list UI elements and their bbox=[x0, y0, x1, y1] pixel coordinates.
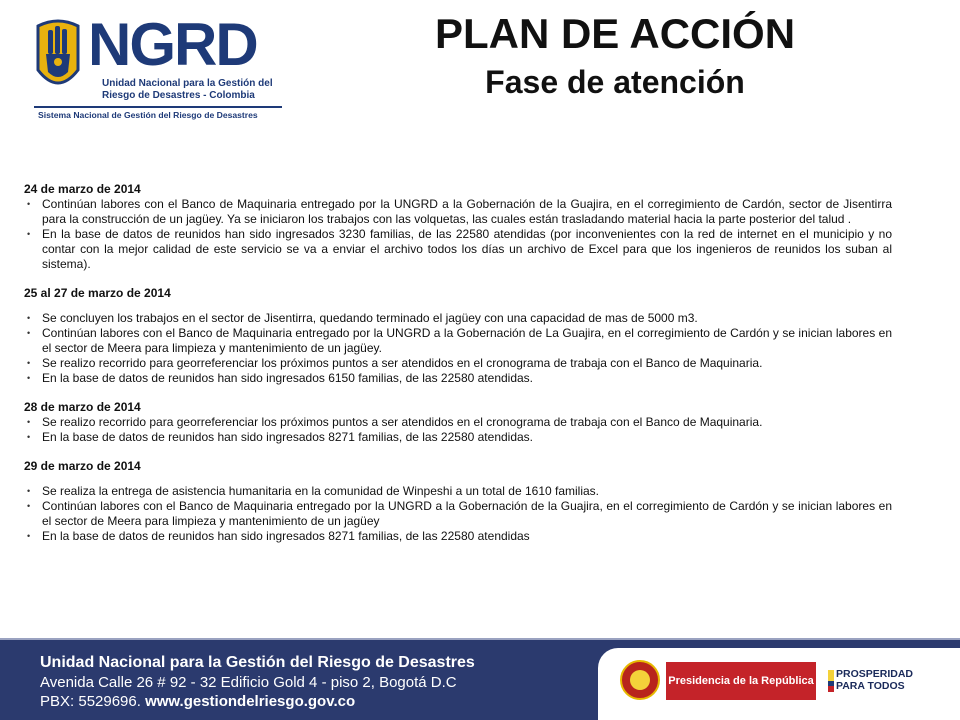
list-item-text: Se realizo recorrido para georreferenciar los próximos puntos a ser atendidos en el cronograma de trabaja con el Banco de Maquinaria. bbox=[42, 415, 763, 429]
bullet-icon: • bbox=[27, 328, 31, 338]
list-item bbox=[24, 227, 892, 272]
bullet-icon: • bbox=[27, 417, 31, 427]
page-title: PLAN DE ACCIÓN bbox=[434, 10, 796, 57]
section-list bbox=[24, 415, 892, 445]
logo-acronym: NGRD bbox=[88, 11, 257, 78]
colombia-flag-icon bbox=[828, 670, 834, 692]
list-item-text: Se realiza la entrega de asistencia humanitaria en la comunidad de Winpeshi a un total de 1610 familias. bbox=[42, 484, 600, 498]
section-list bbox=[24, 197, 892, 272]
footer-website-link[interactable]: www.gestiondelriesgo.gov.co bbox=[145, 693, 356, 710]
list-item bbox=[24, 529, 892, 544]
spacer bbox=[24, 445, 892, 459]
section-date: 24 de marzo de 2014 bbox=[24, 182, 141, 196]
list-item-text: Continúan labores con el Banco de Maquinaria entregado por la UNGRD a la Gobernación de la Guajira, en el corregimiento de Cardón, sector de Jisentirra para la construcción de un jagüey. Ya se iniciaron los trabajos con las volquetas, las cuales están trasladando material hacia la parte posterior del talud . bbox=[42, 197, 892, 226]
list-item bbox=[24, 197, 892, 227]
list-item bbox=[24, 415, 892, 430]
bullet-icon: • bbox=[27, 486, 31, 496]
spacer bbox=[24, 386, 892, 400]
list-item bbox=[24, 430, 892, 445]
footer-address: Avenida Calle 26 # 92 - 32 Edificio Gold 4 - piso 2, Bogotá D.C bbox=[40, 674, 457, 691]
list-item bbox=[24, 371, 892, 386]
list-item-text: Se concluyen los trabajos en el sector de Jisentirra, quedando terminado el jagüey con una capacidad de mas de 5000 m3. bbox=[42, 311, 698, 325]
list-item-text: En la base de datos de reunidos han sido ingresados 8271 familias, de las 22580 atendidas bbox=[42, 529, 530, 543]
bullet-icon: • bbox=[27, 199, 31, 209]
list-item-text: En la base de datos de reunidos han sido ingresados 8271 familias, de las 22580 atendidas. bbox=[42, 430, 534, 444]
list-item bbox=[24, 499, 892, 529]
logo-subtitle-line1: Unidad Nacional para la Gestión del bbox=[102, 78, 273, 89]
spacer bbox=[24, 474, 892, 484]
list-item-text: Se realizo recorrido para georreferenciar los próximos puntos a ser atendidos en el cronograma de trabaja con el Banco de Maquinaria. bbox=[42, 356, 763, 370]
prosperidad-logo bbox=[836, 668, 913, 692]
list-item bbox=[24, 356, 892, 371]
logo-subtitle-line2: Riesgo de Desastres - Colombia bbox=[102, 90, 255, 101]
footer-org-name: Unidad Nacional para la Gestión del Riesgo de Desastres bbox=[40, 654, 475, 671]
list-item-text: Continúan labores con el Banco de Maquinaria entregado por la UNGRD a la Gobernación de la Guajira, en el corregimiento de Cardón y se inician labores en el sector de Meera para limpieza y mantenimiento de un jagüey bbox=[42, 499, 892, 528]
list-item-text: En la base de datos de reunidos han sido ingresados 6150 familias, de las 22580 atendidas. bbox=[42, 371, 534, 385]
bullet-icon: • bbox=[27, 501, 31, 511]
prosperidad-line2: PARA TODOS bbox=[836, 680, 905, 692]
logo-system-name: Sistema Nacional de Gestión del Riesgo de Desastres bbox=[34, 106, 282, 123]
ngrd-logo bbox=[30, 12, 285, 124]
hand-shield-icon bbox=[34, 16, 82, 100]
page-subtitle: Fase de atención bbox=[485, 64, 745, 100]
footer-contact bbox=[40, 693, 355, 710]
colombia-seal-icon bbox=[620, 660, 660, 700]
prosperidad-line1: PROSPERIDAD bbox=[836, 668, 914, 680]
report-section bbox=[24, 400, 892, 445]
section-date: 29 de marzo de 2014 bbox=[24, 459, 141, 473]
section-date: 28 de marzo de 2014 bbox=[24, 400, 141, 414]
list-item-text: En la base de datos de reunidos han sido ingresados 3230 familias, de las 22580 atendidas (por inconvenientes con la red de internet en el municipio y no contar con la mejor calidad de este servicio se va a enviar el archivo todos los días un archivo de Excel para que los ingenieros de reunidos los suban al sistema). bbox=[42, 227, 892, 271]
section-list bbox=[24, 484, 892, 544]
list-item-text: Continúan labores con el Banco de Maquinaria entregado por la UNGRD a la Gobernación de La Guajira, en el corregimiento de Cardón y se inician labores en el sector de Meera para limpieza y mantenimiento de un jagüey. bbox=[42, 326, 892, 355]
report-section bbox=[24, 182, 892, 272]
report-section bbox=[24, 286, 892, 386]
list-item bbox=[24, 326, 892, 356]
bullet-icon: • bbox=[27, 432, 31, 442]
section-list bbox=[24, 311, 892, 386]
presidencia-logo: Presidencia de la República bbox=[666, 662, 816, 700]
spacer bbox=[24, 272, 892, 286]
bullet-icon: • bbox=[27, 229, 31, 239]
bullet-icon: • bbox=[27, 373, 31, 383]
report-content bbox=[24, 182, 892, 544]
list-item bbox=[24, 484, 892, 499]
report-section bbox=[24, 459, 892, 544]
footer-pbx: PBX: 5529696. bbox=[40, 693, 141, 710]
bullet-icon: • bbox=[27, 358, 31, 368]
bullet-icon: • bbox=[27, 531, 31, 541]
bullet-icon: • bbox=[27, 313, 31, 323]
list-item bbox=[24, 311, 892, 326]
section-date: 25 al 27 de marzo de 2014 bbox=[24, 286, 171, 300]
spacer bbox=[24, 301, 892, 311]
